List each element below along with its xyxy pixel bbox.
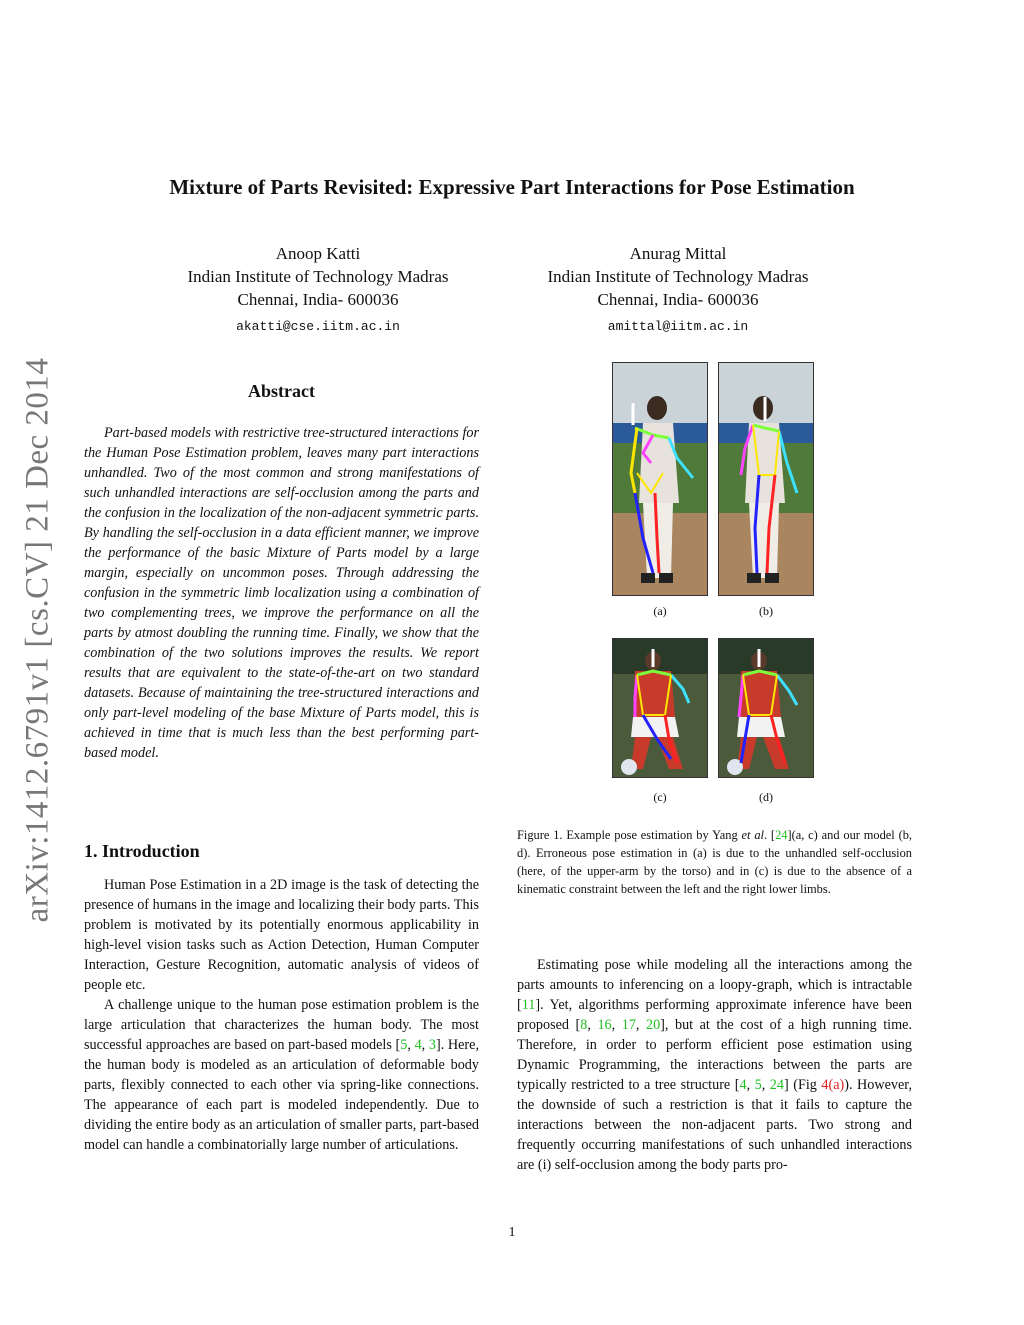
author-affiliation: Indian Institute of Technology Madras [187, 267, 449, 286]
figure-panel-b [718, 362, 814, 596]
page-number: 1 [508, 1225, 516, 1240]
text-run: , [421, 1037, 429, 1053]
citation-link[interactable]: 4 [414, 1037, 422, 1053]
text-run: ](a, c) and our model (b, d). Erroneous pose estimation in (a) is due to the unhandled self-occlusion (here, of the upper-arm by the torso) and in (c) is due to the absence of a kinematic constraint between the left and the right lower limbs. [517, 828, 912, 896]
citation-link[interactable]: 24 [775, 828, 788, 842]
author-affiliation: Indian Institute of Technology Madras [547, 267, 809, 286]
citation-link[interactable]: 20 [645, 1017, 661, 1033]
figure-ref-link[interactable]: 4(a) [821, 1077, 845, 1093]
author-email[interactable]: amittal@iitm.ac.in [607, 319, 749, 334]
text-run: ). However, the downside of such a restriction is that it fails to capture the interactions between the non-adjacent parts. Two strong and frequently occurring manifestations of such unhandled interactions are (i) self-occlusion among the body parts pro- [517, 1077, 912, 1173]
abstract-text: Part-based models with restrictive tree-structured interactions for the Human Pose Estimation problem, leaves many part interactions unhandled. Two of the most common and strong manifestations of such unhandled interactions are self-occlusion among the parts and the confusion in the localization of the non-adjacent symmetric parts. By handling the self-occlusion in a data efficient manner, we improve the performance of the basic Mixture of Parts model by a large margin, especially on uncommon poses. Through addressing the confusion in the symmetric limb localization using a combination of two complementing trees, we improve the performance on all the parts by atmost doubling the running time. Finally, we show that the combination of the two solutions improves the results. We report results that are equivalent to the state-of-the-art on two standard datasets. Because of maintaining the tree-structured interactions and only part-level modeling of the base Mixture of Parts model, this is achieved in time that is much less than the best performing part-based model. [84, 425, 479, 761]
author-name: Anoop Katti [275, 244, 361, 263]
text-run: ]. Here, the human body is modeled as an articulation of deformable body parts, flexibly connected to each other via spring-like connections. The appearance of each part is modeled independently. Due to dividing the entire body as an articulation of smaller parts, part-based model can handle a combinatorially large number of articulations. [84, 1037, 480, 1153]
author-email[interactable]: akatti@cse.iitm.ac.in [236, 319, 400, 334]
figure-label: (d) [759, 790, 773, 804]
text-run: ] (Fig [783, 1077, 822, 1093]
citation-link[interactable]: 11 [521, 997, 536, 1013]
citation-link[interactable]: 16 [597, 1017, 612, 1033]
text-run: ], but at the cost of a high running time. Therefore, in order to perform efficient pose estimation using Dynamic Programming, the interactions between the parts are typically restricted to a tree structure [ [517, 1017, 913, 1093]
figure-panel-c [612, 638, 708, 778]
paragraph: Human Pose Estimation in a 2D image is the task of detecting the presence of humans in the image and localizing their body parts. This problem is motivated by its potentially enormous applicability in high-level vision tasks such as Action Detection, Human Computer Interaction, Gesture Recognition, automatic analysis of videos of people etc. [84, 877, 479, 993]
text-run: , [746, 1077, 755, 1093]
citation-link[interactable]: 17 [621, 1017, 636, 1033]
figure-label: (a) [653, 604, 667, 618]
pose-image-b [719, 363, 814, 596]
figure-panel-a [612, 362, 708, 596]
text-run: . [ [763, 828, 776, 842]
figure-caption [517, 826, 912, 898]
text-run: , [407, 1037, 415, 1053]
text-run: A challenge unique to the human pose estimation problem is the large articulation that characterizes the human body. The most successful approaches are based on part-based models [ [84, 997, 479, 1053]
arxiv-id: arXiv:1412.6791v1 [cs.CV] 21 Dec 2014 [19, 357, 56, 923]
intro-body [84, 875, 479, 1155]
citation-link[interactable]: 5 [400, 1037, 408, 1053]
figure-label: (c) [653, 790, 667, 804]
abstract-heading: Abstract [248, 381, 315, 401]
text-run: , [587, 1017, 598, 1033]
paragraph [517, 955, 912, 1175]
right-column-body [517, 955, 912, 1175]
text-run: Estimating pose while modeling all the interactions among the parts amounts to inferencing on a loopy-graph, which is intractable [ [517, 957, 912, 1013]
pose-image-a [613, 363, 708, 596]
citation-link[interactable]: 4 [739, 1077, 747, 1093]
text-run: , [611, 1017, 622, 1033]
citation-link[interactable]: 24 [769, 1077, 784, 1093]
abstract-body [84, 423, 479, 763]
author-address: Chennai, India- 600036 [237, 290, 399, 309]
citation-link[interactable]: 8 [580, 1017, 588, 1033]
figure-panel-d [718, 638, 814, 778]
citation-link[interactable]: 3 [428, 1037, 436, 1053]
author-address: Chennai, India- 600036 [597, 290, 759, 309]
text-run: ]. Yet, algorithms performing approximate inference have been proposed [ [517, 997, 912, 1033]
figure-label: (b) [759, 604, 773, 618]
text-run: , [761, 1077, 770, 1093]
text-run: , [635, 1017, 646, 1033]
section-heading-introduction: 1. Introduction [84, 841, 200, 861]
text-run: et al [741, 828, 764, 842]
author-block-1 [138, 242, 498, 338]
author-block-2 [498, 242, 858, 338]
paragraph [84, 995, 479, 1155]
pose-image-c [613, 639, 708, 778]
pose-image-d [719, 639, 814, 778]
citation-link[interactable]: 5 [754, 1077, 762, 1093]
text-run: Figure 1. Example pose estimation by Yang [517, 828, 742, 842]
paper-title: Mixture of Parts Revisited: Expressive Part Interactions for Pose Estimation [169, 175, 855, 199]
author-name: Anurag Mittal [629, 244, 727, 263]
